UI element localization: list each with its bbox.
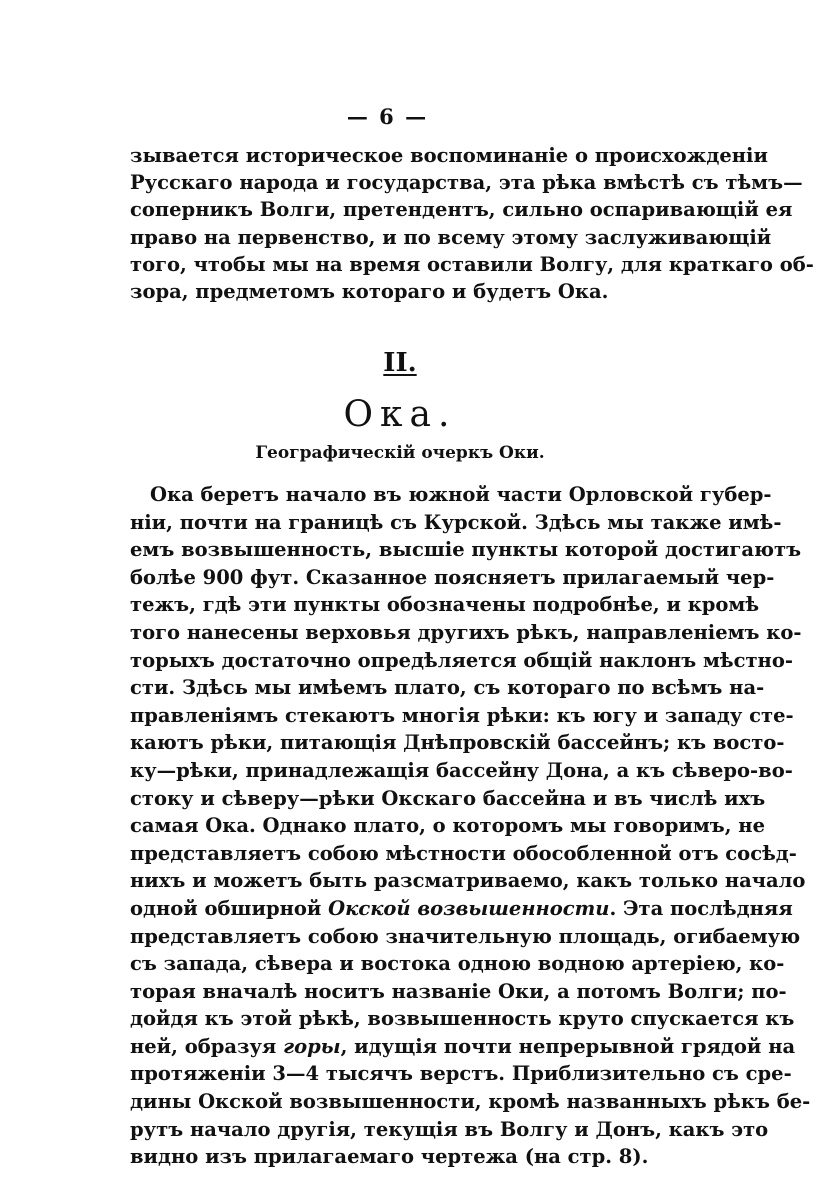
paragraph-continued	[130, 142, 814, 305]
text-run: . Эта послѣдняя	[609, 896, 793, 920]
text-line: правленіямъ стекаютъ многія рѣки: къ югу и западу сте-	[130, 703, 794, 727]
text-line: соперникъ Волги, претендентъ, сильно оспаривающій ея	[130, 198, 793, 222]
chapter-subtitle: Географическій очеркъ Оки.	[255, 443, 545, 463]
text-line: ніи, почти на границѣ съ Курской. Здѣсь мы также имѣ-	[130, 510, 782, 534]
text-line: ку—рѣки, принадлежащія бассейну Дона, а къ сѣверо-во-	[130, 758, 793, 782]
page-number: — 6 —	[346, 104, 429, 129]
text-line: емъ возвышенность, высшіе пункты которой достигаютъ	[130, 538, 802, 562]
text-line: того нанесены верховья другихъ рѣкъ, направленіемъ ко-	[130, 620, 802, 644]
text-run: , идущія почти непрерывной грядой на	[340, 1034, 796, 1058]
italic-term-mountains: горы	[283, 1034, 341, 1058]
text-line: видно изъ прилагаемаго чертежа (на стр. 8).	[130, 1145, 649, 1169]
text-run: ней, образуя	[130, 1034, 284, 1058]
text-line: нихъ и можетъ быть разсматриваемо, какъ только начало	[130, 869, 806, 893]
text-line-with-italic	[130, 895, 793, 923]
chapter-number: II.	[383, 348, 417, 378]
text-line: съ запада, сѣвера и востока одною водною артеріею, ко-	[130, 952, 785, 976]
text-line: болѣе 900 фут. Сказанное поясняетъ прилагаемый чер-	[130, 565, 775, 589]
text-line: стоку и сѣверу—рѣки Окскаго бассейна и въ числѣ ихъ	[130, 786, 766, 810]
chapter-title: Ока.	[343, 394, 457, 435]
text-line: сти. Здѣсь мы имѣемъ плато, съ котораго по всѣмъ на-	[130, 676, 765, 700]
text-line: право на первенство, и по всему этому заслуживающій	[130, 225, 772, 249]
text-line: Русскаго народа и государства, эта рѣка вмѣстѣ съ тѣмъ—	[130, 171, 803, 195]
text-line: торая вначалѣ носитъ названіе Оки, а потомъ Волги; по-	[130, 979, 787, 1003]
text-line: Ока беретъ начало въ южной части Орловской губер-	[150, 483, 772, 506]
text-line: тежъ, гдѣ эти пункты обозначены подробнѣе, и кромѣ	[130, 593, 760, 617]
text-line: дойдя къ этой рѣкѣ, возвышенность круто спускается къ	[130, 1007, 795, 1031]
text-run: одной обширной	[130, 896, 329, 920]
text-line: представляетъ собою значительную площадь, огибаемую	[130, 924, 801, 948]
text-line: торыхъ достаточно опредѣляется общій наклонъ мѣстно-	[130, 648, 793, 672]
text-line: каютъ рѣки, питающія Днѣпровскій бассейнъ; къ восто-	[130, 731, 785, 755]
text-line: рутъ начало другія, текущія въ Волгу и Донъ, какъ это	[130, 1117, 769, 1141]
text-line: протяженіи 3—4 тысячъ верстъ. Приблизительно съ сре-	[130, 1062, 792, 1086]
text-line: дины Окской возвышенности, кромѣ названныхъ рѣкъ бе-	[130, 1090, 811, 1114]
paragraph-oka-geography	[130, 481, 811, 1171]
text-line: самая Ока. Однако плато, о которомъ мы говоримъ, не	[130, 814, 765, 838]
text-line-with-italic	[130, 1033, 796, 1061]
text-line: того, чтобы мы на время оставили Волгу, для краткаго об-	[130, 252, 814, 276]
text-line: представляетъ собою мѣстности обособленной отъ сосѣд-	[130, 841, 797, 865]
text-line: зывается историческое воспоминаніе о происхожденіи	[130, 144, 768, 167]
italic-term-oka-upland: Окской возвышенности	[328, 896, 610, 920]
text-line: зора, предметомъ котораго и будетъ Ока.	[130, 280, 609, 304]
